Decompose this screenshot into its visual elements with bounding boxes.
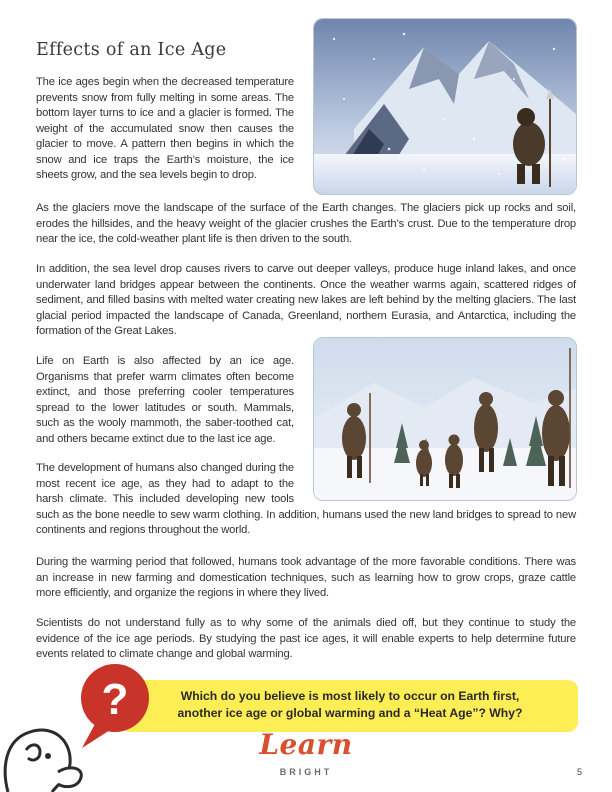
paragraph-1: The ice ages begin when the decreased temperature prevents snow from fully melting in some areas. The bottom layer turns to ice and a glacier is formed. The weight of the accumulated snow then causes the glacier to move. A pattern then begins in which the snow and ice traps the Earth’s moisture, the ice sheets grow, and the sea levels begin to drop. (36, 76, 294, 181)
paragraph-5-wrapper (36, 461, 576, 539)
learn-bright-logo-subtitle: BRIGHT (279, 767, 333, 777)
learn-bright-logo: Learn (259, 728, 353, 761)
paragraph-5: The development of humans also changed during the most recent ice age, as they had to adapt to the harsh climate. This included developing new tools such as the bone needle to sew warm clothing. In addition, humans used the new land bridges to spread to new continents and regions throughout the world. (36, 462, 576, 536)
discussion-question-line-2: another ice age or global warming and a “Heat Age”? Why? (177, 706, 523, 720)
paragraph-6: During the warming period that followed, humans took advantage of the more favorable conditions. There was an increase in new farming and domestication techniques, such as learning how to grow crops, graze cattle more efficiently, and organize the regions in where they lived. (36, 556, 576, 599)
discussion-question-line-1: Which do you believe is most likely to occur on Earth first, (180, 689, 520, 703)
question-mark-text: ? (101, 675, 129, 724)
paragraph-2: As the glaciers move the landscape of the surface of the Earth changes. The glaciers pick up rocks and soil, erodes the hillsides, and the heavy weight of the glacier crushes the Earth’s crust. Due to the temperature drop near the ice, the cold-weather plant life is then driven to the south. (36, 202, 576, 245)
paragraph-3: In addition, the sea level drop causes rivers to carve out deeper valleys, produce huge inland lakes, and once underwater land bridges appear between the continents. Once the weather warms again, scattered ridges of sediment, and filled basins with melted water creating new lakes are left behind by the melting glaciers. The last glacial period impacted the landscape of Canada, Greenland, northern Eurasia, and Antarctica, including the formation of the Great Lakes. (36, 263, 576, 337)
thinking-character-icon (0, 660, 150, 792)
paragraph-7: Scientists do not understand fully as to why some of the animals died off, but they continue to study the evidence of the ice age periods. By studying the past ice ages, it will enable experts to help determine future events related to climate change and global warming. (36, 617, 576, 660)
page-number: 5 (577, 767, 583, 777)
page-title: Effects of an Ice Age (36, 40, 227, 60)
discussion-question (150, 688, 550, 722)
glacier-mountain-image (313, 18, 577, 195)
image-float-spacer (294, 461, 576, 501)
paragraph-4: Life on Earth is also affected by an ice age. Organisms that prefer warm climates often become extinct, and those preferring cooler temperatures spread to the lower latitudes or south. Mammals, such as the wooly mammoth, the saber-toothed cat, and others became extinct due to the last ice age. (36, 355, 294, 445)
